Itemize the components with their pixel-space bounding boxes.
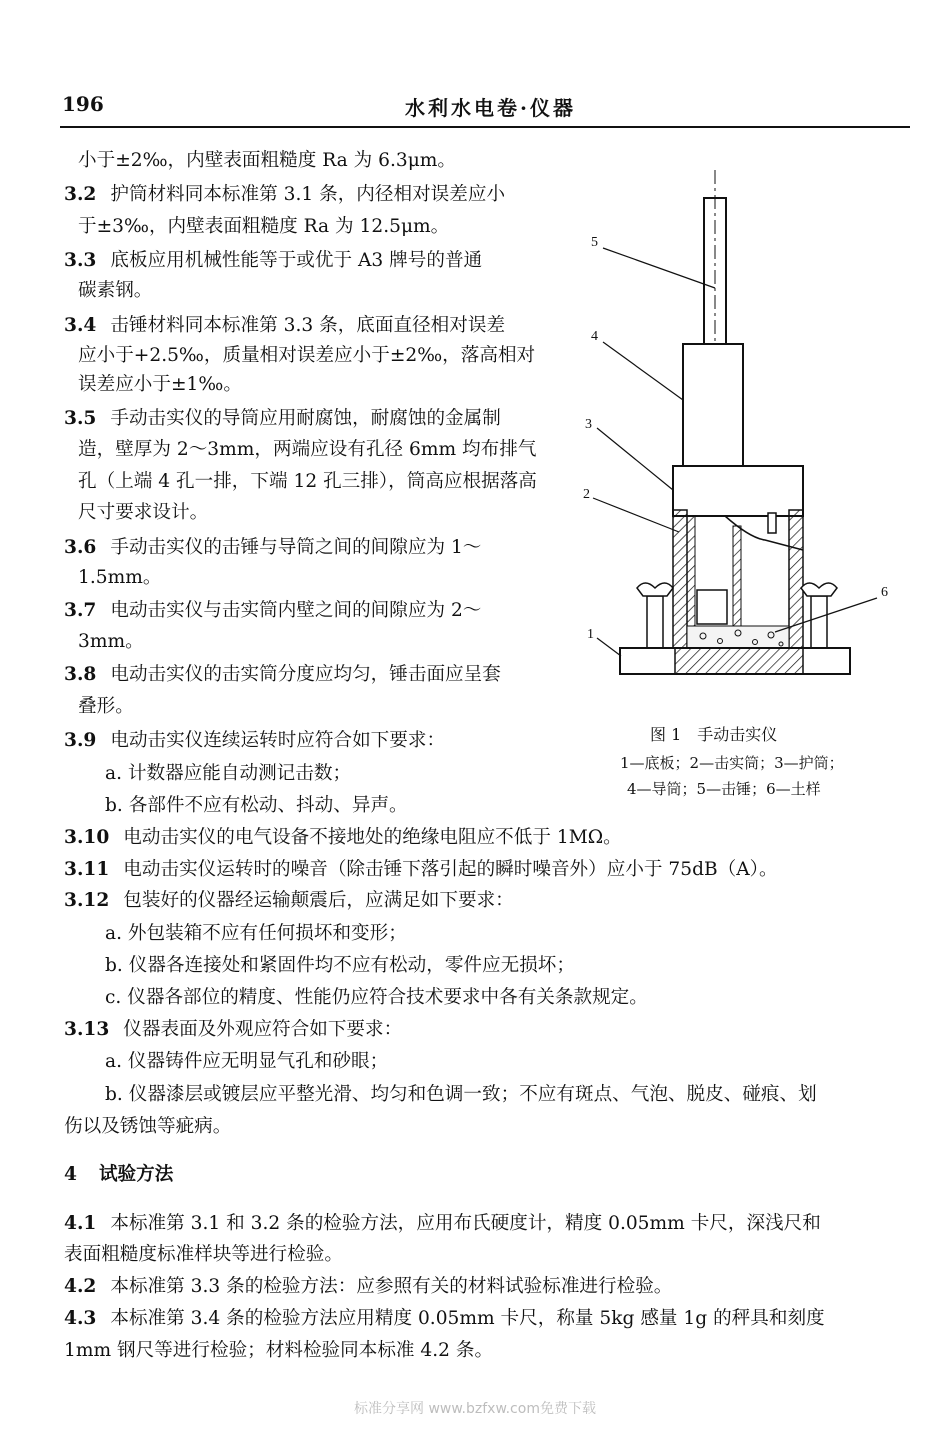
text-line: a. 外包装箱不应有任何损坏和变形；	[105, 923, 407, 944]
text-line: 4.1 本标准第 3.1 和 3.2 条的检验方法，应用布氏硬度计，精度 0.05mm 卡尺，深浅尺和	[64, 1213, 821, 1234]
figure-legend-line: 1—底板；2—击实筒；3—护筒；	[620, 754, 844, 772]
text-line: 应小于+2.5‰，质量相对误差应小于±2‰，落高相对	[78, 345, 536, 366]
figure-legend-line: 4—导筒；5—击锤；6—土样	[627, 780, 821, 798]
text-line: 3.6 手动击实仪的击锤与导筒之间的间隙应为 1～	[64, 537, 482, 558]
text-line: a. 仪器铸件应无明显气孔和砂眼；	[105, 1051, 389, 1072]
text-line: 3.8 电动击实仪的击实筒分度应均匀，锤击面应呈套	[64, 664, 501, 685]
text-line: 3.11 电动击实仪运转时的噪音（除击锤下落引起的瞬时噪音外）应小于 75dB（A）。	[64, 859, 778, 880]
text-line: 3.13 仪器表面及外观应符合如下要求：	[64, 1019, 403, 1040]
text-line: b. 仪器漆层或镀层应平整光滑、均匀和色调一致；不应有斑点、气泡、脱皮、碰痕、划	[105, 1084, 817, 1105]
text-line: 3.2 护筒材料同本标准第 3.1 条，内径相对误差应小	[64, 184, 506, 205]
text-line: 碳素钢。	[78, 280, 153, 301]
text-line: 4.3 本标准第 3.4 条的检验方法应用精度 0.05mm 卡尺，称量 5kg 感量 1g 的秤具和刻度	[64, 1308, 825, 1329]
running-title: 水利水电卷·仪器	[405, 96, 576, 120]
text-line: 3.4 击锤材料同本标准第 3.3 条，底面直径相对误差	[64, 315, 506, 336]
callout-label-4: 4	[591, 329, 598, 344]
text-line: 小于±2‰，内壁表面粗糙度 Ra 为 6.3μm。	[78, 150, 457, 171]
callout-label-2: 2	[583, 487, 590, 502]
base-plate	[620, 648, 850, 674]
text-line: 伤以及锈蚀等疵病。	[64, 1116, 232, 1137]
section-heading: 4 试验方法	[64, 1164, 174, 1185]
page-number: 196	[62, 92, 104, 116]
text-line: 3.3 底板应用机械性能等于或优于 A3 牌号的普通	[64, 250, 483, 271]
header-rule	[60, 126, 910, 128]
text-line: 3.12 包装好的仪器经运输颠震后，应满足如下要求：	[64, 890, 514, 911]
callout-label-1: 1	[587, 627, 594, 642]
text-line: 尺寸要求设计。	[78, 502, 209, 523]
callout-label-6: 6	[881, 585, 888, 600]
figure-caption: 图 1 手动击实仪	[650, 725, 778, 744]
text-line: 孔（上端 4 孔一排，下端 12 孔三排），筒高应根据落高	[78, 471, 537, 492]
text-line: 于±3‰，内壁表面粗糙度 Ra 为 12.5μm。	[78, 216, 450, 237]
sleeve-collar	[673, 466, 803, 516]
text-line: a. 计数器应能自动测记击数；	[105, 763, 352, 784]
text-line: 3.5 手动击实仪的导筒应用耐腐蚀，耐腐蚀的金属制	[64, 408, 501, 429]
watermark-footer: 标准分享网 www.bzfxw.com免费下载	[354, 1401, 596, 1417]
callout-label-3: 3	[585, 417, 592, 432]
text-line: 造，壁厚为 2～3mm，两端应设有孔径 6mm 均布排气	[78, 439, 537, 460]
rammer-rod	[704, 170, 726, 370]
text-line: b. 各部件不应有松动、抖动、异声。	[105, 795, 408, 816]
text-line: 4.2 本标准第 3.3 条的检验方法：应参照有关的材料试验标准进行检验。	[64, 1276, 673, 1297]
text-line: 1mm 钢尺等进行检验；材料检验同本标准 4.2 条。	[64, 1340, 494, 1361]
text-line: 3.9 电动击实仪连续运转时应符合如下要求：	[64, 730, 446, 751]
guide-tube	[683, 344, 743, 468]
text-line: 3.7 电动击实仪与击实筒内壁之间的间隙应为 2～	[64, 600, 482, 621]
text-line: 叠形。	[78, 696, 134, 717]
callout-label-5: 5	[591, 235, 598, 250]
text-line: c. 仪器各部位的精度、性能仍应符合技术要求中各有关条款规定。	[105, 987, 648, 1008]
compactor-figure	[575, 160, 905, 720]
text-line: 误差应小于±1‰。	[78, 374, 242, 395]
soil-sample	[687, 626, 789, 648]
text-line: 1.5mm。	[78, 567, 162, 588]
text-line: 3mm。	[78, 631, 144, 652]
text-line: b. 仪器各连接处和紧固件均不应有松动，零件应无损坏；	[105, 955, 575, 976]
text-line: 3.10 电动击实仪的电气设备不接地处的绝缘电阻应不低于 1MΩ。	[64, 827, 622, 848]
text-line: 表面粗糙度标准样块等进行检验。	[64, 1244, 343, 1265]
